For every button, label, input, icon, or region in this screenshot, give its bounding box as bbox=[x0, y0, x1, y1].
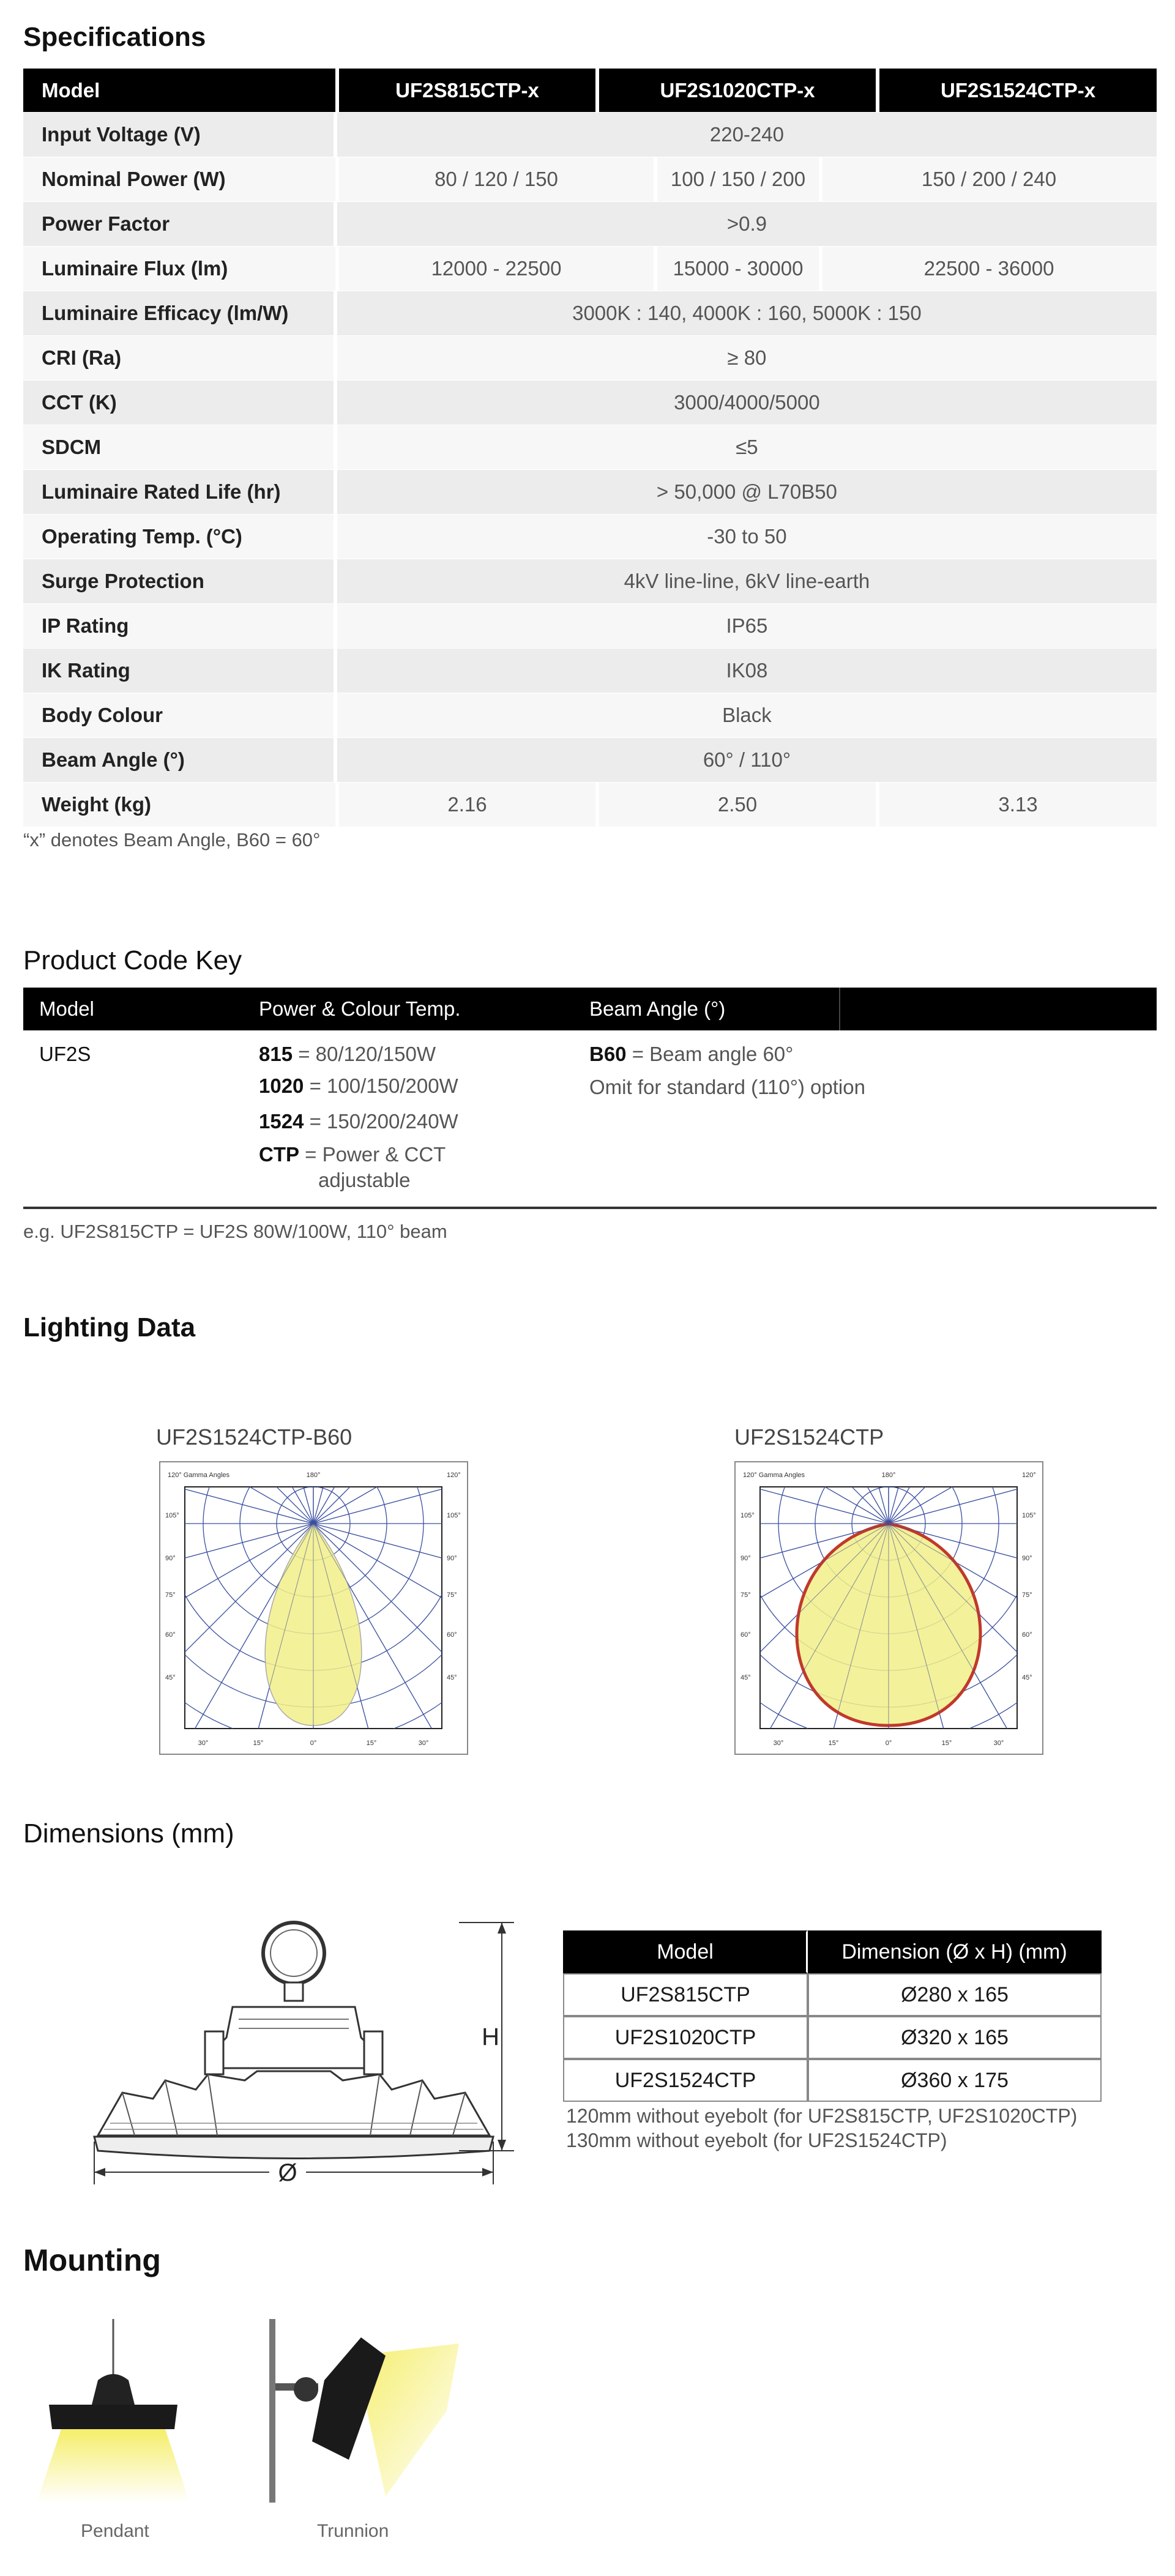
code-key-power-815 bbox=[259, 1043, 436, 1066]
bottom-angle-label: 15° bbox=[941, 1740, 952, 1747]
spec-row bbox=[23, 336, 1157, 381]
spec-label: IP Rating bbox=[42, 614, 129, 637]
spec-label: IK Rating bbox=[42, 659, 130, 682]
luminaire-drawing bbox=[86, 1909, 526, 2191]
spec-row bbox=[23, 425, 1157, 470]
gamma-label: 120° Gamma Angles bbox=[743, 1472, 805, 1479]
spec-label: CCT (K) bbox=[42, 391, 117, 414]
dimensions-model: UF2S1020CTP bbox=[563, 2016, 808, 2059]
trunnion-illustration bbox=[263, 2319, 471, 2503]
spec-value: 12000 - 22500 bbox=[335, 247, 654, 291]
code-key-beam-code: B60 bbox=[589, 1043, 627, 1065]
polar-title-b60: UF2S1524CTP-B60 bbox=[156, 1424, 352, 1450]
code-key-model: UF2S bbox=[39, 1043, 91, 1065]
bottom-angle-label: 30° bbox=[993, 1740, 1004, 1747]
spec-label: Surge Protection bbox=[42, 570, 204, 592]
left-angle-label: 45° bbox=[740, 1674, 751, 1681]
dimensions-table bbox=[563, 1930, 1102, 2102]
left-angle-label: 60° bbox=[740, 1631, 751, 1639]
spec-label: Luminaire Rated Life (hr) bbox=[42, 480, 281, 503]
lighting-title: Lighting Data bbox=[23, 1312, 196, 1342]
dimensions-row bbox=[563, 2016, 1102, 2059]
left-angle-label: 45° bbox=[165, 1674, 176, 1681]
code-key-power-ctp-desc: = Power & CCT bbox=[299, 1143, 446, 1166]
left-angle-label: 105° bbox=[165, 1512, 179, 1519]
pendant-illustration bbox=[37, 2319, 196, 2503]
right-angle-label: 75° bbox=[1022, 1591, 1032, 1599]
spec-header-row bbox=[23, 69, 1157, 113]
polar-chart-110 bbox=[734, 1461, 1043, 1755]
dimensions-row bbox=[563, 2059, 1102, 2102]
spec-value: 80 / 120 / 150 bbox=[335, 157, 654, 201]
spec-value: Black bbox=[334, 693, 1157, 737]
spec-value: IK08 bbox=[334, 649, 1157, 693]
code-key-power-1524-code: 1524 bbox=[259, 1110, 304, 1133]
code-key-power-1020-desc: = 100/150/200W bbox=[304, 1074, 458, 1097]
driver-housing bbox=[220, 2007, 367, 2068]
spec-value: 4kV line-line, 6kV line-earth bbox=[334, 559, 1157, 603]
spec-value: 220-240 bbox=[334, 113, 1157, 157]
code-key-power-1020-code: 1020 bbox=[259, 1074, 304, 1097]
code-key-power-ctp bbox=[259, 1143, 446, 1166]
spec-value: -30 to 50 bbox=[334, 515, 1157, 559]
left-angle-label: 75° bbox=[165, 1591, 176, 1599]
dimensions-header-size: Dimension (Ø x H) (mm) bbox=[808, 1930, 1102, 1973]
bottom-angle-label: 30° bbox=[773, 1740, 784, 1747]
code-key-power-ctp-cont: adjustable bbox=[318, 1169, 411, 1191]
spec-label: Beam Angle (°) bbox=[42, 748, 185, 771]
spec-header-col-815: UF2S815CTP-x bbox=[335, 69, 595, 112]
mount-label-pendant: Pendant bbox=[81, 2521, 149, 2541]
spec-value: 3.13 bbox=[876, 783, 1157, 827]
right-angle-label: 105° bbox=[447, 1512, 461, 1519]
spec-row bbox=[23, 157, 1157, 202]
right-angle-label: 90° bbox=[447, 1555, 457, 1562]
top-angle-label: 180° bbox=[881, 1472, 896, 1479]
code-key-power-1020 bbox=[259, 1074, 458, 1098]
right-angle-label: 90° bbox=[1022, 1555, 1032, 1562]
spec-row bbox=[23, 470, 1157, 515]
mount-label-trunnion: Trunnion bbox=[317, 2521, 389, 2541]
code-key-header-beam: Beam Angle (°) bbox=[589, 988, 840, 1030]
spec-row bbox=[23, 247, 1157, 291]
code-key-example: e.g. UF2S815CTP = UF2S 80W/100W, 110° beam bbox=[23, 1221, 447, 1242]
right-angle-label: 120° bbox=[447, 1472, 461, 1479]
dimensions-size: Ø360 x 175 bbox=[808, 2059, 1102, 2102]
spec-value: 150 / 200 / 240 bbox=[819, 157, 1155, 201]
dimensions-row bbox=[563, 1973, 1102, 2016]
polar-chart-b60 bbox=[159, 1461, 468, 1755]
dimensions-model: UF2S1524CTP bbox=[563, 2059, 808, 2102]
heatsink bbox=[98, 2071, 490, 2135]
spec-label: Nominal Power (W) bbox=[42, 168, 226, 190]
dimensions-size: Ø280 x 165 bbox=[808, 1973, 1102, 2016]
mounting-title: Mounting bbox=[23, 2243, 161, 2277]
code-key-beam-desc: = Beam angle 60° bbox=[626, 1043, 794, 1065]
spec-row bbox=[23, 381, 1157, 425]
pendant-body bbox=[92, 2374, 135, 2405]
left-angle-label: 75° bbox=[740, 1591, 751, 1599]
gamma-label: 120° Gamma Angles bbox=[168, 1472, 230, 1479]
dimensions-note-1: 120mm without eyebolt (for UF2S815CTP, UF2S1020CTP) bbox=[566, 2105, 1078, 2127]
code-key-power-815-desc: = 80/120/150W bbox=[293, 1043, 436, 1065]
right-angle-label: 45° bbox=[1022, 1674, 1032, 1681]
spec-label: Input Voltage (V) bbox=[42, 123, 201, 146]
spec-label: SDCM bbox=[42, 436, 102, 458]
right-angle-label: 60° bbox=[1022, 1631, 1032, 1639]
spec-label: Luminaire Flux (lm) bbox=[42, 257, 228, 280]
code-key-header bbox=[23, 988, 1157, 1030]
spec-label: Operating Temp. (°C) bbox=[42, 525, 242, 548]
spec-value: ≤5 bbox=[334, 425, 1157, 469]
spec-row bbox=[23, 202, 1157, 247]
spec-row bbox=[23, 693, 1157, 738]
dimensions-note-2: 130mm without eyebolt (for UF2S1524CTP) bbox=[566, 2129, 947, 2151]
spec-row bbox=[23, 515, 1157, 559]
right-angle-label: 105° bbox=[1022, 1512, 1036, 1519]
spec-header-col-1020: UF2S1020CTP-x bbox=[595, 69, 876, 112]
code-key-body bbox=[23, 1030, 1157, 1209]
spec-row bbox=[23, 113, 1157, 157]
spec-row bbox=[23, 604, 1157, 649]
dimensions-model: UF2S815CTP bbox=[563, 1973, 808, 2016]
code-key-header-model: Model bbox=[39, 997, 94, 1020]
code-key-power-1524 bbox=[259, 1110, 458, 1133]
left-angle-label: 90° bbox=[165, 1555, 176, 1562]
code-key-beam bbox=[589, 1043, 793, 1066]
code-key-title: Product Code Key bbox=[23, 945, 242, 975]
spec-value: >0.9 bbox=[334, 202, 1157, 246]
spec-row bbox=[23, 649, 1157, 693]
specifications-table bbox=[23, 69, 1157, 827]
spec-label: Body Colour bbox=[42, 704, 163, 726]
top-angle-label: 180° bbox=[306, 1472, 321, 1479]
dimensions-title: Dimensions (mm) bbox=[23, 1818, 234, 1848]
spec-header-model: Model bbox=[23, 69, 335, 112]
left-angle-label: 60° bbox=[165, 1631, 176, 1639]
bottom-angle-label: 15° bbox=[828, 1740, 839, 1747]
spec-value: 3000/4000/5000 bbox=[334, 381, 1157, 425]
spec-body bbox=[23, 113, 1157, 827]
dimensions-size: Ø320 x 165 bbox=[808, 2016, 1102, 2059]
bottom-angle-label: 30° bbox=[418, 1740, 429, 1747]
spec-value: 2.16 bbox=[335, 783, 595, 827]
bottom-angle-label: 15° bbox=[366, 1740, 377, 1747]
right-angle-label: 60° bbox=[447, 1631, 457, 1639]
dimensions-header-model: Model bbox=[563, 1930, 808, 1973]
spec-value: IP65 bbox=[334, 604, 1157, 648]
spec-footnote: “x” denotes Beam Angle, B60 = 60° bbox=[23, 829, 321, 851]
spec-row bbox=[23, 738, 1157, 783]
right-angle-label: 120° bbox=[1022, 1472, 1036, 1479]
polar-title-110: UF2S1524CTP bbox=[734, 1424, 884, 1450]
left-angle-label: 90° bbox=[740, 1555, 751, 1562]
bottom-angle-label: 15° bbox=[253, 1740, 264, 1747]
dimensions-header-row bbox=[563, 1930, 1102, 1973]
polar-diagram-b60 bbox=[160, 1462, 467, 1754]
left-angle-label: 105° bbox=[740, 1512, 755, 1519]
eyebolt-inner bbox=[270, 1930, 317, 1976]
spec-value: 15000 - 30000 bbox=[654, 247, 819, 291]
eyebolt-ring bbox=[263, 1923, 324, 1984]
code-key-beam-note: Omit for standard (110°) option bbox=[589, 1076, 865, 1098]
dimensions-body bbox=[563, 1973, 1102, 2102]
spec-label: CRI (Ra) bbox=[42, 346, 122, 369]
spec-row bbox=[23, 291, 1157, 336]
spec-value: 100 / 150 / 200 bbox=[654, 157, 819, 201]
spec-value: 22500 - 36000 bbox=[819, 247, 1155, 291]
spec-row bbox=[23, 559, 1157, 604]
code-key-header-power: Power & Colour Temp. bbox=[259, 997, 461, 1020]
spec-label: Luminaire Efficacy (lm/W) bbox=[42, 302, 289, 324]
spec-value: ≥ 80 bbox=[334, 336, 1157, 380]
bottom-angle-label: 0° bbox=[885, 1740, 892, 1747]
eyebolt-stem bbox=[285, 1982, 303, 2001]
height-label: H bbox=[482, 2023, 499, 2050]
base-lens bbox=[94, 2137, 493, 2159]
code-key-power-1524-desc: = 150/200/240W bbox=[304, 1110, 458, 1133]
right-angle-label: 75° bbox=[447, 1591, 457, 1599]
spec-value: 3000K : 140, 4000K : 160, 5000K : 150 bbox=[334, 291, 1157, 335]
code-key-power-ctp-code: CTP bbox=[259, 1143, 299, 1166]
bottom-angle-label: 30° bbox=[198, 1740, 209, 1747]
spec-label: Weight (kg) bbox=[42, 793, 152, 816]
specifications-title: Specifications bbox=[23, 22, 206, 52]
spec-value: 60° / 110° bbox=[334, 738, 1157, 782]
spec-label: Power Factor bbox=[42, 212, 170, 235]
polar-diagram-110 bbox=[736, 1462, 1042, 1754]
spec-row bbox=[23, 783, 1157, 827]
diameter-label: Ø bbox=[278, 2159, 297, 2186]
spec-header-col-1524: UF2S1524CTP-x bbox=[876, 69, 1157, 112]
right-angle-label: 45° bbox=[447, 1674, 457, 1681]
spec-value: 2.50 bbox=[595, 783, 876, 827]
code-key-power-815-code: 815 bbox=[259, 1043, 293, 1065]
bottom-angle-label: 0° bbox=[310, 1740, 317, 1747]
spec-value: > 50,000 @ L70B50 bbox=[334, 470, 1157, 514]
